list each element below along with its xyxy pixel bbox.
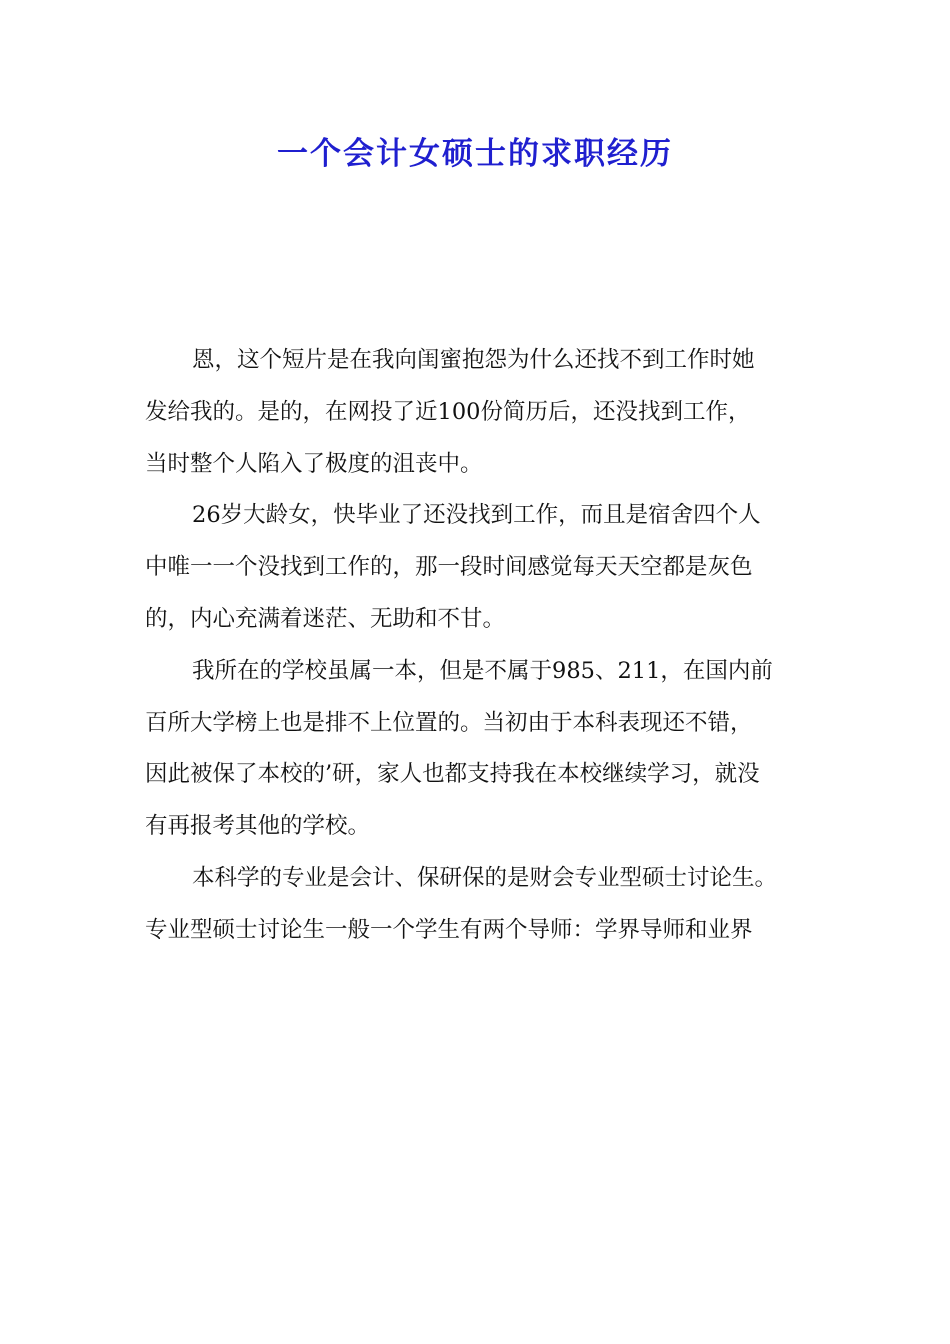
body-line: 当时整个人陷入了极度的沮丧中。 xyxy=(145,450,483,477)
document-title: 一个会计女硕士的求职经历 xyxy=(277,136,673,172)
document-body xyxy=(145,335,817,957)
body-line: 本科学的专业是会计、保研保的是财会专业型硕士讨论生。 xyxy=(192,864,778,891)
body-line: 中唯一一个没找到工作的，那一段时间感觉每天天空都是灰色 xyxy=(145,554,753,581)
body-line: 恩，这个短片是在我向闺蜜抱怨为什么还找不到工作时她 xyxy=(192,347,755,373)
body-line: 的，内心充满着迷茫、无助和不甘。 xyxy=(145,605,506,632)
body-line: 专业型硕士讨论生一般一个学生有两个导师：学界导师和业界 xyxy=(145,916,753,943)
body-line: 因此被保了本校的’研，家人也都支持我在本校继续学习，就没 xyxy=(145,761,760,788)
body-line: 百所大学榜上也是排不上位置的。当初由于本科表现还不错， xyxy=(145,709,753,736)
body-line: 26岁大龄女，快毕业了还没找到工作，而且是宿舍四个人 xyxy=(192,502,761,529)
body-line: 我所在的学校虽属一本，但是不属于985、211，在国内前 xyxy=(192,657,773,684)
body-line: 有再报考其他的学校。 xyxy=(145,813,371,840)
body-line: 发给我的。是的，在网投了近100份简历后，还没找到工作， xyxy=(145,398,751,425)
